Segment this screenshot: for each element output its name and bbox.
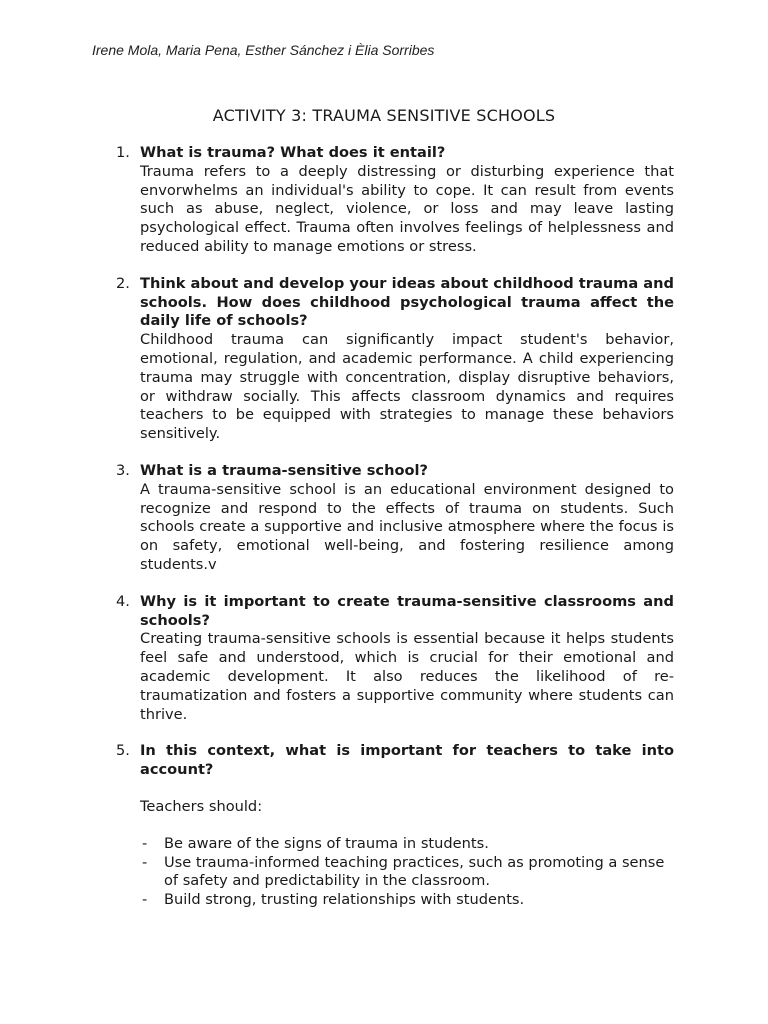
list-item (140, 891, 674, 910)
answer-intro: Teachers should: (140, 797, 263, 815)
bullet-dash: - (142, 853, 148, 871)
answer-text: Childhood trauma can significantly impact student's behavior, emotional, regulation, and academic performance. A child experiencing trauma may struggle with concentration, display disruptive behaviors, or withdraw socially. This affects classroom dynamics and requires teachers to be equipped with strategies to manage these behaviors sensitively. (140, 331, 674, 443)
question-item-1 (116, 144, 674, 257)
authors-header: Irene Mola, Maria Pena, Esther Sánchez i Èlia Sorribes (92, 42, 435, 58)
page-title: ACTIVITY 3: TRAUMA SENSITIVE SCHOOLS (212, 106, 556, 125)
question-item-2 (116, 275, 674, 444)
question-text: Why is it important to create trauma-sensitive classrooms and schools? (140, 592, 674, 629)
answer-text: A trauma-sensitive school is an educational environment designed to recognize and respond to the effects of trauma on students. Such schools create a supportive and inclusive atmosphere where the focus is on safety, emotional well-being, and fostering resilience among students.v (140, 480, 674, 573)
question-number: 3. (116, 461, 130, 479)
question-list (116, 144, 674, 928)
bullet-dash: - (142, 891, 148, 909)
question-number: 4. (116, 592, 130, 610)
bullet-dash: - (142, 834, 148, 852)
list-item (140, 835, 674, 854)
question-text: Think about and develop your ideas about childhood trauma and schools. How does childhood psychological trauma affect the daily life of schools? (140, 274, 674, 330)
answer-text: Trauma refers to a deeply distressing or disturbing experience that envorwhelms an individual's ability to cope. It can result from events such as abuse, neglect, violence, or loss and may leave lasting psychological effect. Trauma often involves feelings of helplessness and reduced ability to manage emotions or stress. (140, 162, 674, 255)
question-item-4 (116, 593, 674, 725)
question-text: In this context, what is important for teachers to take into account? (140, 742, 674, 779)
question-number: 5. (116, 742, 130, 760)
answer-text: Creating trauma-sensitive schools is essential because it helps students feel safe and understood, which is crucial for their emotional and academic development. It also reduces the likelihood of re-traumatization and fosters a supportive community where students can thrive. (140, 630, 674, 723)
question-number: 2. (116, 274, 130, 292)
question-text: What is a trauma-sensitive school? (140, 461, 428, 479)
list-item-text: Be aware of the signs of trauma in students. (164, 834, 489, 852)
question-number: 1. (116, 144, 130, 161)
list-item (140, 854, 674, 892)
question-item-3 (116, 462, 674, 575)
teacher-advice-list (140, 835, 674, 910)
list-item-text: Use trauma-informed teaching practices, such as promoting a sense of safety and predictability in the classroom. (164, 853, 665, 890)
question-item-5 (116, 742, 674, 910)
question-text: What is trauma? What does it entail? (140, 144, 446, 161)
list-item-text: Build strong, trusting relationships with students. (164, 891, 525, 909)
